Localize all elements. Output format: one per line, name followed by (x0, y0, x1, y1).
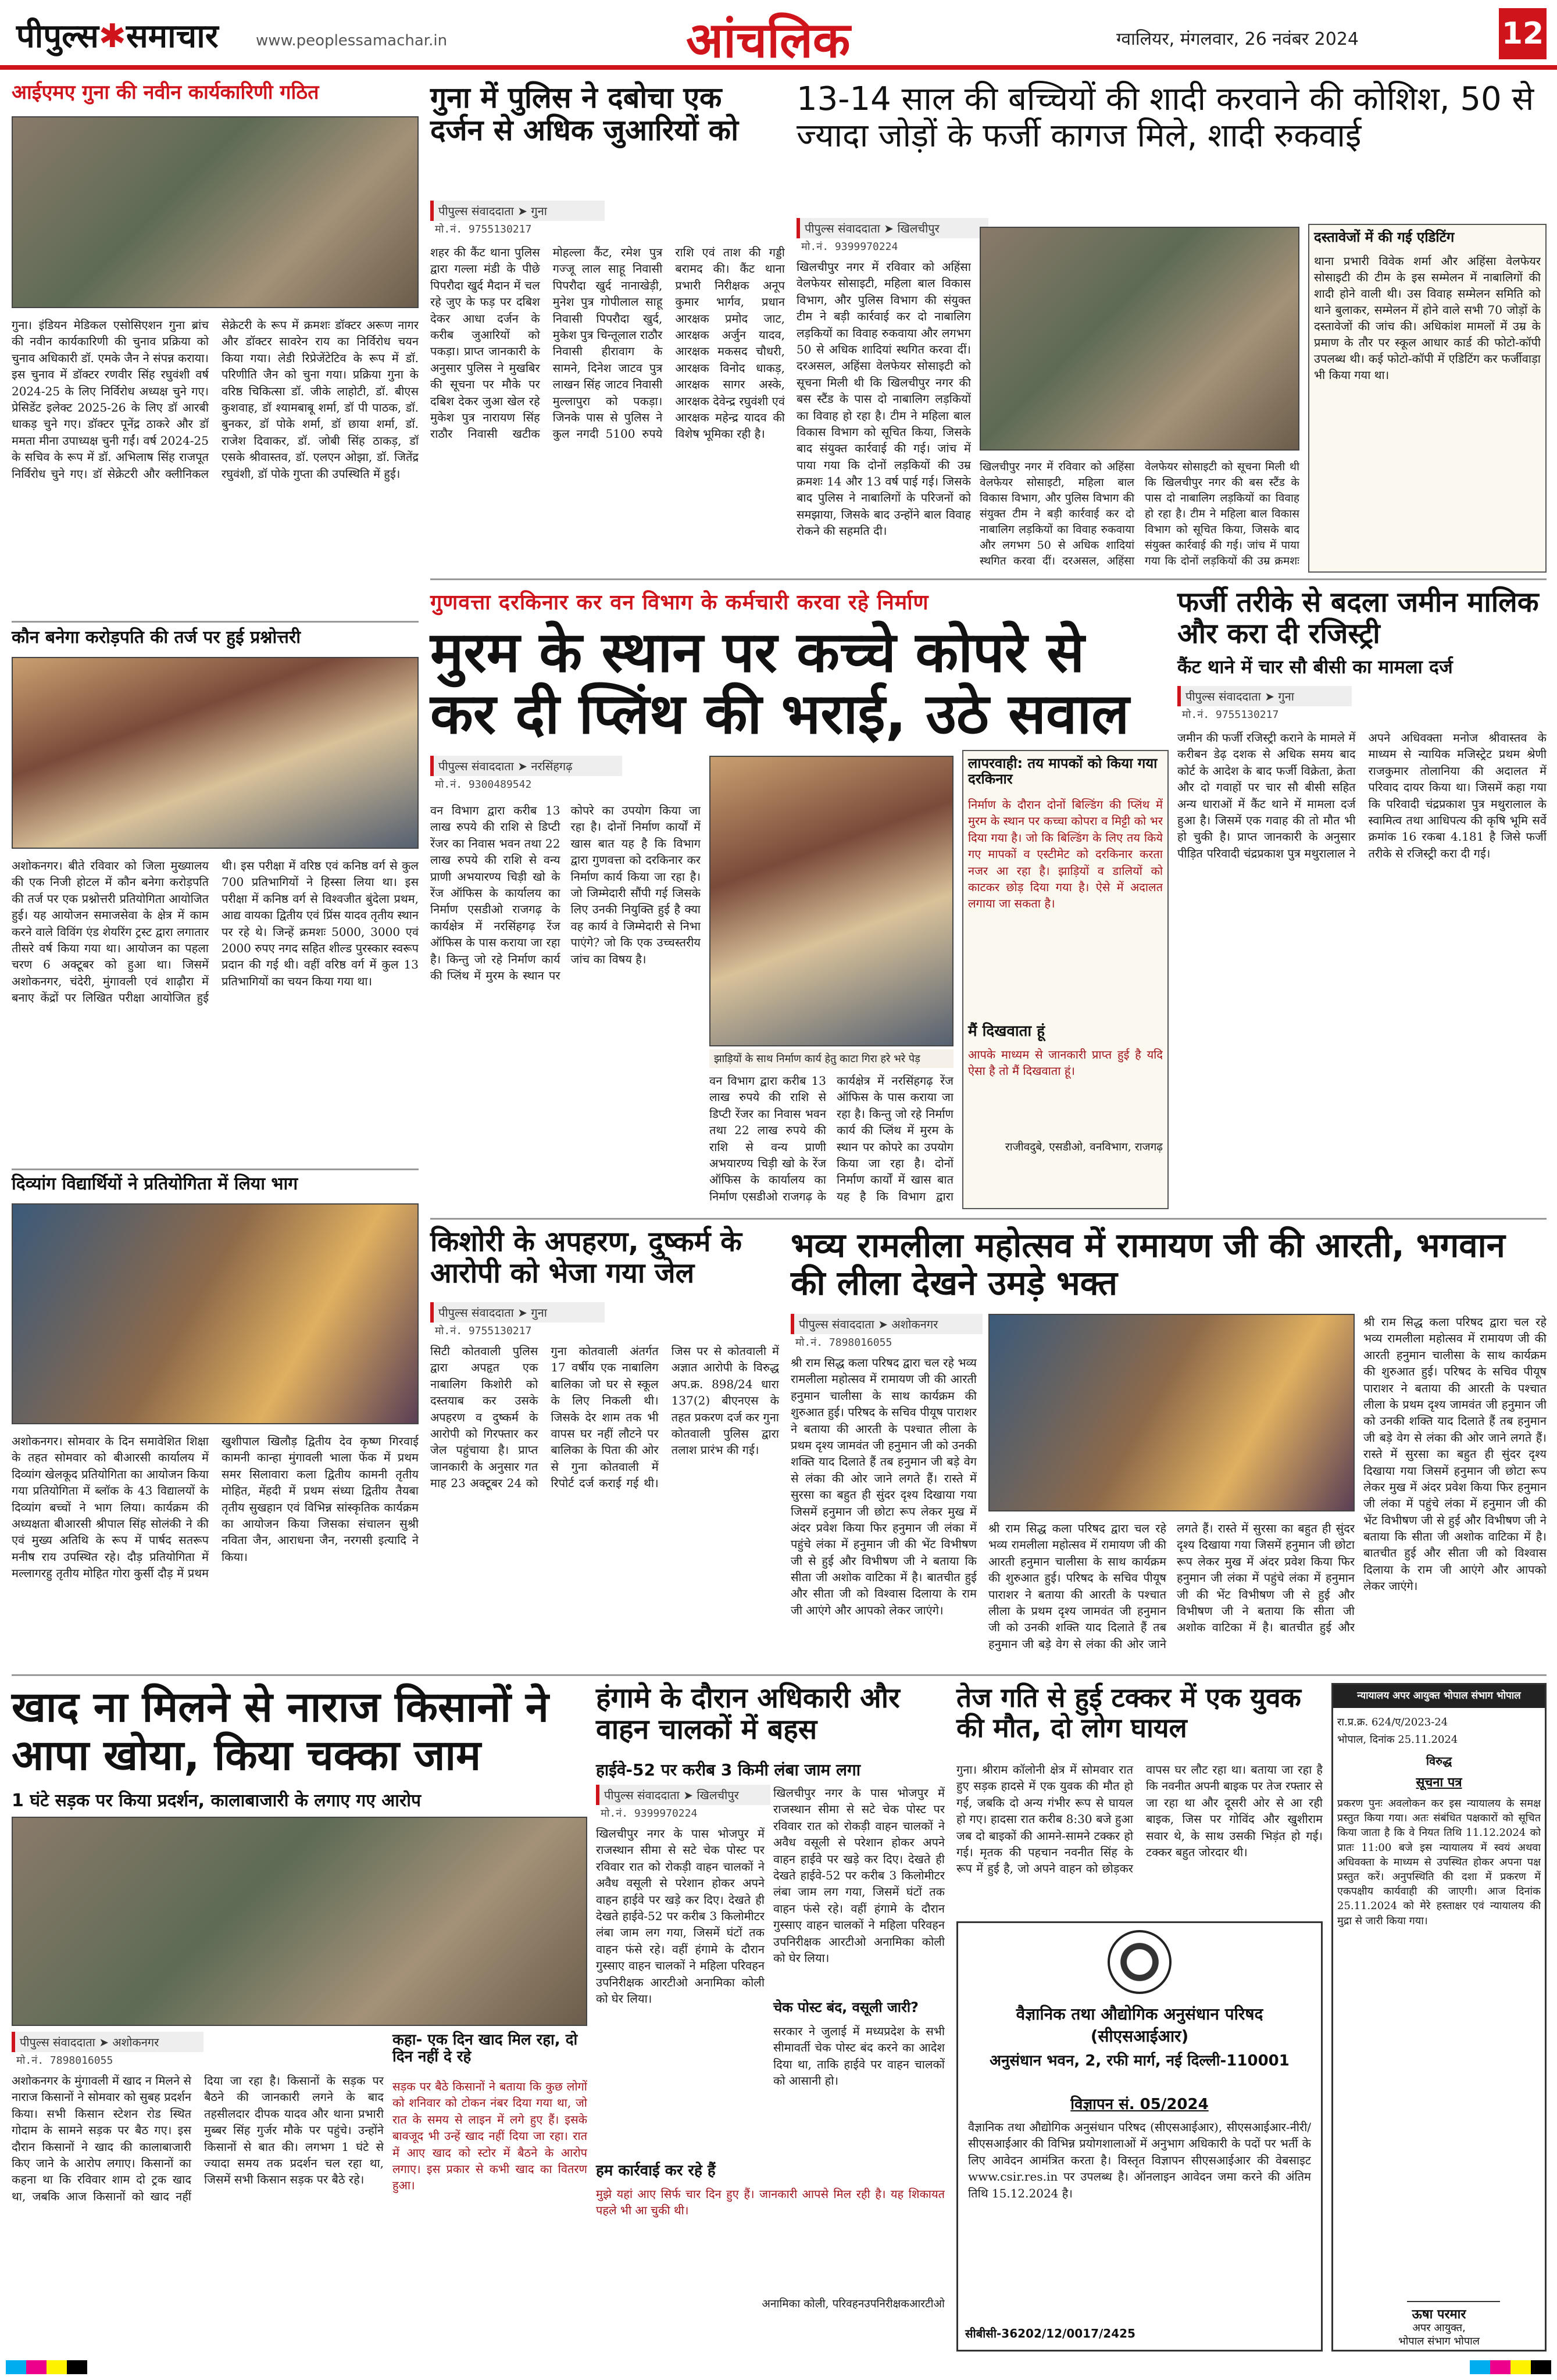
highway-box-body: सरकार ने जुलाई में मध्यप्रदेश के सभी सीमावर्ती चेक पोस्ट बंद करने का आदेश दिया था, ताकि हाईवे पर वाहन चालकों को आसानी हो। (773, 2024, 945, 2088)
farmers-mobile: मो.नं. 7898016055 (16, 2054, 113, 2067)
highway-subhead: हाईवे-52 पर करीब 3 किमी लंबा जाम लगा (596, 1760, 861, 1779)
murum-caption: झाड़ियों के साथ निर्माण कार्य हेतु काटा गिरा हरे भरे पेड़ (709, 1049, 954, 1068)
court-parties-title: सूचना पत्र (1416, 1775, 1462, 1790)
logo-part2: समाचार (126, 17, 219, 55)
murum-box-body: निर्माण के दौरान दोनों बिल्डिंग की प्लिंथ में मुरम के स्थान पर कच्चा कोपरा व मिट्टी को भर दिया गया है। जो कि बिल्डिंग के लिए तय किये गए मापकों व एस्टीमेट को दरकिनार करता नजर आ रहा है। झाड़ियों व डालियों को काटकर छोड़ दिया गया है। ऐसे में अदालत लगाया जा सकता है। (968, 798, 1163, 911)
highway-byline: पीपुल्स संवाददाता ➤ खिलचीपुर (596, 1785, 770, 1805)
csir-logo-icon (1108, 1930, 1172, 1994)
gambling-byline: पीपुल्स संवाददाता ➤ गुना (430, 201, 605, 221)
farmers-photo (12, 1817, 587, 2026)
divyang-body: अशोकनगर। सोमवार के दिन समावेशित शिक्षा के तहत सोमवार को बीआरसी कार्यालय में दिव्यांग खेलकूद प्रतियोगिता का आयोजन किया गया प्रतियोगिता में ब्लॉक के 43 विद्यालयों के दिव्यांग बच्चों ने भाग लिया। कार्यक्रम की अध्यक्षता बीआरसी श्रीपाल सिंह सोलंकी ने की एवं मुख्य अतिथि के रूप में पार्षद सतरूप मनीष राय उपस्थित रहे। दौड़ प्रतियोगिता में मल्लागरहु तृतीय मोहित गोरा कुर्सी दौड़ में प्रथम खुशीपाल खिलौड़ द्वितीय देव कृष्ण गिरवाई कामनी कान्हा मुंगावली भाला फेंक में प्रथम समर सिलावारा कला द्वितीय कामनी तृतीय मोहित, मेंहदी में प्रथम संध्या द्वितीय तैयबा तृतीय सुखहान एवं विभिन्न सांस्कृतिक कार्यक्रम का आयोजन किया जिसका संचालन सुश्री नविता जैन, आराधना जैन, नरगसी इत्यादि ने किया। (12, 1434, 419, 1581)
murum-side-body: आपके माध्यम से जानकारी प्राप्त हुई है यदि ऐसा है तो मैं दिखवाता हूं। (968, 1048, 1163, 1078)
divyang-headline: दिव्यांग विद्यार्थियों ने प्रतियोगिता में लिया भाग (12, 1174, 298, 1194)
divider (430, 578, 1547, 580)
logo-separator-icon: ✱ (98, 17, 126, 55)
highway-mobile: मो.नं. 9399970224 (601, 1807, 698, 1820)
murum-body-cont: वन विभाग द्वारा करीब 13 लाख रुपये की राशि से डिप्टी रेंजर का निवास भवन तथा 22 लाख रुपये की राशि से वन्य प्राणी अभयारण्य चिड़ी खो के रेंज ऑफिस के कार्यालय का निर्माण एसडीओ राजगढ़ के कार्यक्षेत्र में नरसिंहगढ़ रेंज ऑफिस के पास कराया जा रहा है। किन्तु जो रहे निर्माण कार्य की प्लिंथ में मुरम के स्थान पर कोपरे का उपयोग किया जा रहा है। दोनों निर्माण कार्यों में खास बात यह है कि विभाग द्वारा (709, 1074, 954, 1203)
ramleela-mobile: मो.नं. 7898016055 (795, 1336, 892, 1349)
ramleela-body-cont: श्री राम सिद्ध कला परिषद द्वारा चल रहे भव्य रामलीला महोत्सव में रामायण जी की आरती हनुमान चालीसा के साथ कार्यक्रम की शुरुआत हुई। परिषद के सचिव पीयूष पाराशर ने बताया की आरती के पश्चात लीला के प्रथम दृश्य जामवंत जी हनुमान जी को उनकी शक्ति याद दिलाते हैं तब हनुमान जी बड़े वेग से लंका की ओर जाने लगते हैं। रास्ते में सुरसा का बहुत ही सुंदर दृश्य दिखाया गया जिसमें हनुमान जी छोटा रूप लेकर मुख में अंदर प्रवेश किया फिर हनुमान जी लंका में पहुंचे लंका में हनुमान जी की भेंट विभीषण जी से हुई और विभीषण जी ने बताया कि सीता जी अशोक वाटिका में है। बातचीत हुई और (988, 1521, 1355, 1651)
child-marriage-body-cont: खिलचीपुर नगर में रविवार को अहिंसा वेलफेयर सोसाइटी, महिला बाल विकास विभाग, और पुलिस विभाग की संयुक्त टीम ने बड़ी कार्रवाई कर दो नाबालिग लड़कियों का विवाह रुकवाया और लगभग 50 से अधिक शादियां स्थगित करवा दीं। दरअसल, अहिंसा वेलफेयर सोसाइटी को सूचना मिली थी कि खिलचीपुर नगर की बस स्टैंड के पास दो नाबालिग लड़कियों का विवाह हो रहा है। टीम ने महिला बाल विकास विभाग को सूचित किया, जिसके बाद संयुक्त कार्रवाई की गई। जांच में पाया गया कि दोनों लड़कियों की उम्र क्रमशः (980, 460, 1299, 567)
murum-kicker: गुणवत्ता दरकिनार कर वन विभाग के कर्मचारी करवा रहे निर्माण (430, 591, 929, 614)
court-signer: ऊषा परमार (1412, 2307, 1466, 2322)
child-marriage-box-body: थाना प्रभारी विवेक शर्मा और अहिंसा वेलफेयर सोसाइटी की टीम के इस सम्मेलन में नाबालिगों की शादी होने वाली थी। उस विवाह सम्मेलन समिति को थाने बुलाकर, सम्मेलन में होने वाले सभी 70 जोड़ों के दस्तावेजों की जांच की। अधिकांश मामलों में उम्र के प्रमाण के तौर पर स्कूल आधार कार्ड की फोटो-कॉपी उपलब्ध थी। कई फोटो-कॉपी में एडिटिंग कर फर्जीवाड़ा भी किया गया था। (1314, 254, 1541, 382)
kishori-headline: किशोरी के अपहरण, दुष्कर्म के आरोपी को भेजा गया जेल (430, 1225, 742, 1289)
highway-side-body: मुझे यहां आए सिर्फ चार दिन हुए हैं। जानकारी आपसे मिल रही है। यह शिकायत पहले भी आ चुकी थी। (596, 2187, 945, 2218)
court-notice-title: न्यायालय अपर आयुक्त भोपाल संभाग भोपाल (1357, 1690, 1521, 1702)
crorepati-headline: कौन बनेगा करोड़पति की तर्ज पर हुई प्रश्नोत्तरी (12, 627, 301, 648)
divider (12, 1168, 419, 1170)
gambling-body: शहर की कैंट थाना पुलिस द्वारा गल्ला मंडी के पीछे पिपरौदा खुर्द मैदान में चल रहे जुए के फड़ पर दबिश देकर आधा दर्जन के करीब जुआरियों को पकड़ा। प्राप्त जानकारी के अनुसार पुलिस ने मुखबिर की सूचना पर मौके पर दबिश देकर जुआ खेल रहे मुकेश पुत्र नारायण सिंह राठौर निवासी खटीक मोहल्ला कैंट, रमेश पुत्र गज्जू लाल साहू निवासी पिपरौदा खुर्द नानाखेड़ी, मुनेश पुत्र गोपीलाल साहू निवासी पिपरौदा खुर्द, मुकेश पुत्र चिन्तूलाल राठौर निवासी हीरावाग के सामने, दिनेश जाटव पुत्र लाखन सिंह जाटव निवासी मुल्लापुरा को पकड़ा। जिनके पास से पुलिस ने कुल नगदी 5100 रुपये राशि एवं ताश की गड्डी बरामद की। कैंट थाना प्रभारी निरीक्षक अनूप कुमार भार्गव, प्रधान आरक्षक प्रमोद जाट, आरक्षक अर्जुन यादव, आरक्षक मकसद चौधरी, आरक्षक विनोद धाकड़, आरक्षक सागर अस्के, आरक्षक देवेन्द्र रघुवंशी एवं आरक्षक महेन्द्र यादव की विशेष भूमिका रही है। (430, 245, 785, 441)
csir-address: अनुसंधान भवन, 2, रफी मार्ग, नई दिल्ली-110001 (990, 2052, 1290, 2070)
gambling-mobile: मो.नं. 9755130217 (435, 223, 532, 235)
land-body: जमीन की फर्जी रजिस्ट्री कराने के मामले में करीबन डेढ़ दशक से अधिक समय बाद कोर्ट के आदेश के बाद फर्जी विक्रेता, क्रेता और दो गवाहों पर चार सौ बीसी सहित अन्य धाराओं में कैंट थाने में मामला दर्ज हुआ है। जिसमें एक गवाह की तो मौत भी हो चुकी है। प्राप्त जानकारी के अनुसार पीड़ित परिवादी चंद्रप्रकाश पुत्र मथुरालाल ने अपने अधिवक्ता मनोज श्रीवास्तव के माध्यम से न्यायिक मजिस्ट्रेट प्रथम श्रेणी राजकुमार तोलानिया की अदालत में परिवाद दायर किया था। जिसमें कहा गया कि परिवादी चंद्रप्रकाश पुत्र मथुरालाल के स्वामित्व तथा आधिपत्य की कृषि भूमि सर्वे क्रमांक 16 रकबा 4.181 है जिसे फर्जी तरीके से रजिस्ट्री करा दी गई। (1177, 731, 1547, 860)
highway-signature: अनामिका कोली, परिवहनउपनिरीक्षकआरटीओ (762, 2297, 945, 2310)
murum-mobile: मो.नं. 9300489542 (435, 778, 532, 791)
farmers-headline: खाद ना मिलने से नाराज किसानों ने आपा खोया, किया चक्का जाम (12, 1682, 549, 1779)
ima-body: गुना। इंडियन मेडिकल एसोसिएशन गुना ब्रांच की नवीन कार्यकारिणी की चुनाव प्रक्रिया को चुनाव अधिकारी डॉ. एमके जैन ने संपन्न कराया। इस चुनाव में डॉक्टर रणवीर सिंह रघुवंशी वर्ष 2024-25 के लिए निर्विरोध अध्यक्ष चुने गए। प्रेसिडेंट इलेक्ट 2025-26 के लिए डॉ आरबी धाकड़ चुने गए। डॉक्टर पूनेंद्र ठाकरे और डॉ ममता मीना उपाध्यक्ष चुनी गईं। वर्ष 2024-25 के सचिव के रूप में डॉ. अभिलाष सिंह राजपूत निर्विरोध चुने गए। डॉ सेक्रेटरी और क्लीनिकल सेक्रेटरी के रूप में क्रमशः डॉक्टर अरूण नागर और डॉक्टर सावरेन राय का निर्विरोध चयन किया गया। लेडी रिप्रेजेंटेटिव के रूप में डॉ. परिणीति जैन को चुना गया। प्रक्रिया गुना के वरिष्ठ चिकित्सा डॉ. जीके लाहोटी, डॉ. बीएस कुशवाह, डॉ श्यामबाबू शर्मा, डॉ पी पाठक, डॉ. बुनकर, डॉ पोके शर्मा, डॉ छाया शर्मा, डॉ. राजेश दिवाकर, डॉ. जोबी सिंह ठाकड़, डॉ एसके श्रीवास्तव, डॉ. एलएन ओझा, डॉ. जितेंद्र रघुवंशी, डॉ पोके गुप्ता की उपस्थिति में हुई। (12, 318, 419, 481)
land-mobile: मो.नं. 9755130217 (1182, 709, 1279, 721)
crorepati-body: अशोकनगर। बीते रविवार को जिला मुख्यालय की एक निजी होटल में कौन बनेगा करोड़पति की तर्ज पर एक प्रश्नोत्तरी प्रतियोगिता आयोजित हुई। यह आयोजन समाजसेवा के क्षेत्र में काम करने वाले विविंग एंड शेयरिंग ट्रस्ट द्वारा लगातार तीसरे वर्ष किया गया था। आयोजन का पहला चरण 6 अक्टूबर को हुआ था। जिसमें अशोकनगर, चंदेरी, मुंगावली एवं शाढ़ौरा में बनाए केंद्रों पर लिखित परीक्षा आयोजित हुई थी। इस परीक्षा में वरिष्ठ एवं कनिष्ठ वर्ग से कुल 700 प्रतिभागियों ने हिस्सा लिया था। इस परीक्षा में कनिष्ठ वर्ग से विश्वजीत बुंदेला प्रथम, आद्य वायका द्वितीय एवं प्रिंस यादव तृतीय स्थान पर रहे थे। जिन्हें क्रमशः 5000, 3000 एवं 2000 रुपए नगद सहित शील्ड पुरस्कार स्वरूप प्रदान की गई थी। वहीं वरिष्ठ वर्ग में कुल 13 प्रतिभागियों का चयन किया गया था। (12, 859, 419, 1005)
child-marriage-box-title: दस्तावेजों में की गई एडिटिंग (1314, 229, 1455, 245)
farmers-body: अशोकनगर के मुंगावली में खाद न मिलने से नाराज किसानों ने सोमवार को सुबह प्रदर्शन किया। सभी किसान स्टेशन रोड स्थित गोदाम के सामने सड़क पर बैठ गए। इस दौरान किसानों ने खाद की कालाबाजारी किए जाने के आरोप लगाए। किसानों का कहना था कि रविवार शाम दो ट्रक खाद था, जबकि आज किसानों को खाद नहीं दिया जा रहा है। किसानों के सड़क पर बैठने की जानकारी लगने के बाद तहसीलदार दीपक यादव और थाना प्रभारी मुब्बर सिंह गुर्जर मौके पर पहुंचे। उन्होंने किसानों से बात की। लगभग 1 घंटे से ज्यादा समय तक प्रदर्शन चल रहा था, जिसमें सभी किसान सड़क पर बैठे रहे। (12, 2074, 384, 2203)
ramleela-byline: पीपुल्स संवाददाता ➤ अशोकनगर (791, 1314, 983, 1334)
newspaper-logo[interactable] (16, 13, 219, 57)
ima-photo (12, 116, 419, 308)
divider (430, 1218, 1547, 1220)
crorepati-photo (12, 657, 419, 849)
page-number: 12 (1499, 8, 1547, 59)
farmers-subhead: 1 घंटे सड़क पर किया प्रदर्शन, कालाबाजारी के लगाए गए आरोप (12, 1791, 422, 1811)
murum-side-title: मैं दिखवाता हूं (968, 1023, 1045, 1040)
murum-headline: मुरम के स्थान पर कच्चे कोपरे से कर दी प्लिंथ की भराई, उठे सवाल (430, 620, 1130, 746)
farmers-byline: पीपुल्स संवाददाता ➤ अशोकनगर (12, 2032, 203, 2052)
land-headline: फर्जी तरीके से बदला जमीन मालिक और करा दी रजिस्ट्री (1177, 586, 1539, 650)
highway-body-cont: खिलचीपुर नगर के पास भोजपुर में राजस्थान सीमा से सटे चेक पोस्ट पर रविवार रात को रोकड़ी वाहन चालकों ने अवैध वसूली से परेशान होकर अपने वाहन हाईवे पर खड़े कर दिए। देखते ही देखते हाईवे-52 पर करीब 3 किलोमीटर लंबा जाम लग गया, जिसमें घंटों तक वाहन फंसे रहे। वहीं हंगामे के दौरान गुस्साए वाहन चालकों ने महिला परिवहन उपनिरीक्षक आरटीओ अनामिका कोली को घेर लिया। (773, 1786, 945, 1965)
color-registration-mark (1470, 2360, 1551, 2374)
land-byline: पीपुल्स संवाददाता ➤ गुना (1177, 686, 1352, 706)
murum-box-title: लापरवाही: तय मापकों को किया गया दरकिनार (968, 755, 1158, 787)
court-signature-line (1407, 2279, 1500, 2302)
highway-body: खिलचीपुर नगर के पास भोजपुर में राजस्थान सीमा से सटे चेक पोस्ट पर रविवार रात को रोकड़ी वाहन चालकों ने अवैध वसूली से परेशान होकर अपने वाहन हाईवे पर खड़े कर दिए। देखते ही देखते हाईवे-52 पर करीब 3 किलोमीटर लंबा जाम लग गया, जिसमें घंटों तक वाहन फंसे रहे। वहीं हंगामे के दौरान गुस्साए वाहन चालकों ने महिला परिवहन उपनिरीक्षक आरटीओ अनामिका कोली को घेर लिया। (596, 1827, 765, 2006)
court-section: विरुद्ध (1426, 1754, 1452, 1768)
color-registration-mark (6, 2360, 87, 2374)
child-marriage-photo (980, 227, 1299, 451)
kishori-byline: पीपुल्स संवाददाता ➤ गुना (430, 1302, 605, 1323)
court-signer-title: अपर आयुक्त, (1412, 2322, 1466, 2334)
court-case-no: रा.प्र.क्र. 624/ए/2023-24 (1337, 1716, 1448, 1728)
child-marriage-body: खिलचीपुर नगर में रविवार को अहिंसा वेलफेयर सोसाइटी, महिला बाल विकास विभाग, और पुलिस विभाग की संयुक्त टीम ने बड़ी कार्रवाई कर दो नाबालिग लड़कियों का विवाह रुकवाया और लगभग 50 से अधिक शादियां स्थगित करवा दीं। दरअसल, अहिंसा वेलफेयर सोसाइटी को सूचना मिली थी कि खिलचीपुर नगर की बस स्टैंड के पास दो नाबालिग लड़कियों का विवाह हो रहा है। टीम ने महिला बाल विकास विभाग को सूचित किया, जिसके बाद संयुक्त कार्रवाई की गई। जांच में पाया गया कि दोनों लड़कियों की उम्र क्रमशः 14 और 13 वर्ष पाई गई। जिसके बाद पुलिस ने नाबालिगों के परिजनों को समझाया, जिसके बाद उन्होंने बाल विवाह रोकने की सहमति दी। (797, 260, 971, 538)
ima-headline: आईएमए गुना की नवीन कार्यकारिणी गठित (12, 81, 319, 104)
farmers-box-title: कहा- एक दिन खाद मिल रहा, दो दिन नहीं दे रहे (392, 2031, 578, 2066)
child-marriage-byline: पीपुल्स संवाददाता ➤ खिलचीपुर (797, 218, 988, 238)
farmers-box-body: सड़क पर बैठे किसानों ने बताया कि कुछ लोगों को शनिवार को टोकन नंबर दिया गया था, जो रात के समय से लाइन में लगे हुए हैं। इसके बावजूद भी उन्हें खाद नहीं दिया जा रहा। रात में आए खाद को स्टोर में बैठने के आरोप लगाए। इस प्रकार से कभी खाद का वितरण हुआ। (392, 2079, 587, 2193)
highway-headline: हंगामे के दौरान अधिकारी और वाहन चालकों में बहस (596, 1682, 900, 1746)
land-subhead: कैंट थाने में चार सौ बीसी का मामला दर्ज (1177, 656, 1453, 678)
divider (12, 621, 419, 623)
highway-box-title: चेक पोस्ट बंद, वसूली जारी? (773, 1999, 919, 2016)
kishori-mobile: मो.नं. 9755130217 (435, 1325, 532, 1337)
dateline: ग्वालियर, मंगलवार, 26 नवंबर 2024 (1116, 29, 1359, 49)
murum-byline: पीपुल्स संवाददाता ➤ नरसिंहगढ़ (430, 756, 622, 776)
accident-headline: तेज गति से हुई टक्कर में एक युवक की मौत, दो लोग घायल (956, 1682, 1301, 1743)
court-date: भोपाल, दिनांक 25.11.2024 (1337, 1734, 1458, 1746)
csir-body: वैज्ञानिक तथा औद्योगिक अनुसंधान परिषद (सीएसआईआर), सीएसआईआर-नीरी/सीएसआईआर की विभिन्न प्रयोगशालाओं में अनुभाग अधिकारी के पदों पर भर्ती के लिए आवेदन आमंत्रित करता है। विस्तृत विज्ञापन सीएसआईआर की वेबसाइट www.csir.res.in पर उपलब्ध है। ऑनलाइन आवेदन जमा करने की अंतिम तिथि 15.12.2024 है। (968, 2120, 1311, 2200)
site-url[interactable]: www.peoplessamachar.in (256, 32, 448, 49)
child-marriage-headline: 13-14 साल की बच्चियों की शादी करवाने की कोशिश, 50 से ज्यादा जोड़ों के फर्जी कागज मिले, शादी रुकवाई (797, 80, 1534, 155)
gambling-headline: गुना में पुलिस ने दबोचा एक दर्जन से अधिक जुआरियों को (430, 81, 739, 147)
court-signer-place: भोपाल संभाग भोपाल (1398, 2335, 1480, 2347)
murum-body: वन विभाग द्वारा करीब 13 लाख रुपये की राशि से डिप्टी रेंजर का निवास भवन तथा 22 लाख रुपये की राशि से वन्य प्राणी अभयारण्य चिड़ी खो के रेंज ऑफिस के कार्यालय का निर्माण एसडीओ राजगढ़ के कार्यक्षेत्र में नरसिंहगढ़ रेंज ऑफिस के पास कराया जा रहा है। किन्तु जो रहे निर्माण कार्य की प्लिंथ में मुरम के स्थान पर कोपरे का उपयोग किया जा रहा है। दोनों निर्माण कार्यों में खास बात यह है कि विभाग द्वारा गुणवत्ता को दरकिनार कर निर्माण कार्य किया जा रहा है। जो जिम्मेदारी सौंपी गई जिसके लिए उनकी नियुक्ति हुई है क्या वह कार्य वे जिम्मेदारी से निभा पाएंगे? जो कि एक उच्चस्तरीय जांच का विषय है। (430, 803, 701, 982)
divyang-photo (12, 1203, 419, 1424)
csir-code: सीबीसी-36202/12/0017/2425 (965, 2327, 1135, 2340)
ramleela-body: श्री राम सिद्ध कला परिषद द्वारा चल रहे भव्य रामलीला महोत्सव में रामायण जी की आरती हनुमान चालीसा के साथ कार्यक्रम की शुरुआत हुई। परिषद के सचिव पीयूष पाराशर ने बताया की आरती के पश्चात लीला के प्रथम दृश्य जामवंत जी हनुमान जी को उनकी शक्ति याद दिलाते हैं तब हनुमान जी बड़े वेग से लंका की ओर जाने लगते हैं। रास्ते में सुरसा का बहुत ही सुंदर दृश्य दिखाया गया जिसमें हनुमान जी छोटा रूप लेकर मुख में अंदर प्रवेश किया फिर हनुमान जी लंका में पहुंचे लंका में हनुमान जी की भेंट विभीषण जी से हुई और विभीषण जी ने बताया कि सीता जी अशोक वाटिका में है। बातचीत हुई और सीता जी को विश्वास दिलाया के राम जी आएंगे और आपको लेकर जाएंगे। (791, 1356, 977, 1617)
section-title: आंचलिक (686, 12, 851, 69)
logo-part1: पीपुल्स (16, 17, 99, 55)
kishori-body: सिटी कोतवाली पुलिस द्वारा अपहृत एक नाबालिग किशोरी को दस्तयाब कर उसके अपहरण व दुष्कर्म के आरोपी को गिरफ्तार कर जेल पहुंचाया है। प्राप्त जानकारी के अनुसार गत माह 23 अक्टूबर 24 को गुना कोतवाली अंतर्गत 17 वर्षीय एक नाबालिग बालिका जो घर से स्कूल के लिए निकली थी। जिसके देर शाम तक भी वापस घर नहीं लौटने पर बालिका के पिता की ओर से गुना कोतवाली में रिपोर्ट दर्ज कराई गई थी। जिस पर से कोतवाली में अज्ञात आरोपी के विरुद्ध अप.क्र. 898/24 धारा 137(2) बीएनएस के तहत प्रकरण दर्ज कर गुना कोतवाली पुलिस द्वारा तलाश प्रारंभ की गई। (430, 1344, 779, 1491)
child-marriage-mobile: मो.नं. 9399970224 (801, 241, 898, 253)
accident-body: गुना। श्रीराम कॉलोनी क्षेत्र में सोमवार रात हुए सड़क हादसे में एक युवक की मौत हो गई, जबकि दो अन्य गंभीर रूप से घायल हो गए। हादसा रात करीब 8:30 बजे हुआ जब दो बाइकों की आमने-सामने टक्कर हो गई। मृतक की पहचान नवनीत सिंह के रूप में हुई है, जो अपने वाहन को छोड़कर वापस घर लौट रहा था। बताया जा रहा है कि नवनीत अपनी बाइक पर तेज रफ्तार से जा रहा था और दूसरी ओर से आ रही बाइक, जिस पर गोविंद और खुशीराम सवार थे, के साथ उसकी भिड़ंत हो गई। टक्कर बहुत जोरदार थी। (956, 1763, 1323, 1876)
divider (12, 1674, 1547, 1676)
ramleela-photo (988, 1314, 1355, 1511)
ramleela-headline: भव्य रामलीला महोत्सव में रामायण जी की आरती, भगवान की लीला देखने उमड़े भक्त (791, 1225, 1505, 1303)
court-body: प्रकरण पुनः अवलोकन कर इस न्यायालय के समक्ष प्रस्तुत किया गया। अतः संबंधित पक्षकारों को सूचित किया जाता है कि वे नियत तिथि 11.12.2024 को प्रातः 11:00 बजे इस न्यायालय में स्वयं अथवा अधिवक्ता के माध्यम से उपस्थित होकर अपना पक्ष प्रस्तुत करें। अनुपस्थिति की दशा में प्रकरण में एकपक्षीय कार्यवाही की जाएगी। आज दिनांक 25.11.2024 को मेरे हस्ताक्षर एवं न्यायालय की मुद्रा से जारी किया गया। (1337, 1797, 1541, 1927)
csir-notice-no: विज्ञापन सं. 05/2024 (1070, 2096, 1209, 2113)
ramleela-body-right: श्री राम सिद्ध कला परिषद द्वारा चल रहे भव्य रामलीला महोत्सव में रामायण जी की आरती हनुमान चालीसा के साथ कार्यक्रम की शुरुआत हुई। परिषद के सचिव पीयूष पाराशर ने बताया की आरती के पश्चात लीला के प्रथम दृश्य जामवंत जी हनुमान जी को उनकी शक्ति याद दिलाते हैं तब हनुमान जी बड़े वेग से लंका की ओर जाने लगते हैं। रास्ते में सुरसा का बहुत ही सुंदर दृश्य दिखाया गया जिसमें हनुमान जी छोटा रूप लेकर मुख में अंदर प्रवेश किया फिर हनुमान जी लंका में पहुंचे लंका में हनुमान जी की भेंट विभीषण जी से हुई और विभीषण जी ने बताया कि सीता जी अशोक वाटिका में है। बातचीत हुई और सीता जी को विश्वास दिलाया के राम जी आएंगे और आपको लेकर जाएंगे। (1363, 1315, 1547, 1593)
murum-photo (709, 756, 954, 1046)
murum-signature: राजीवदुबे, एसडीओ, वनविभाग, राजगढ़ (1005, 1141, 1163, 1153)
csir-title: वैज्ञानिक तथा औद्योगिक अनुसंधान परिषद (सीएसआईआर) (1016, 2004, 1263, 2046)
highway-side-title: हम कार्रवाई कर रहे हैं (596, 2162, 716, 2179)
